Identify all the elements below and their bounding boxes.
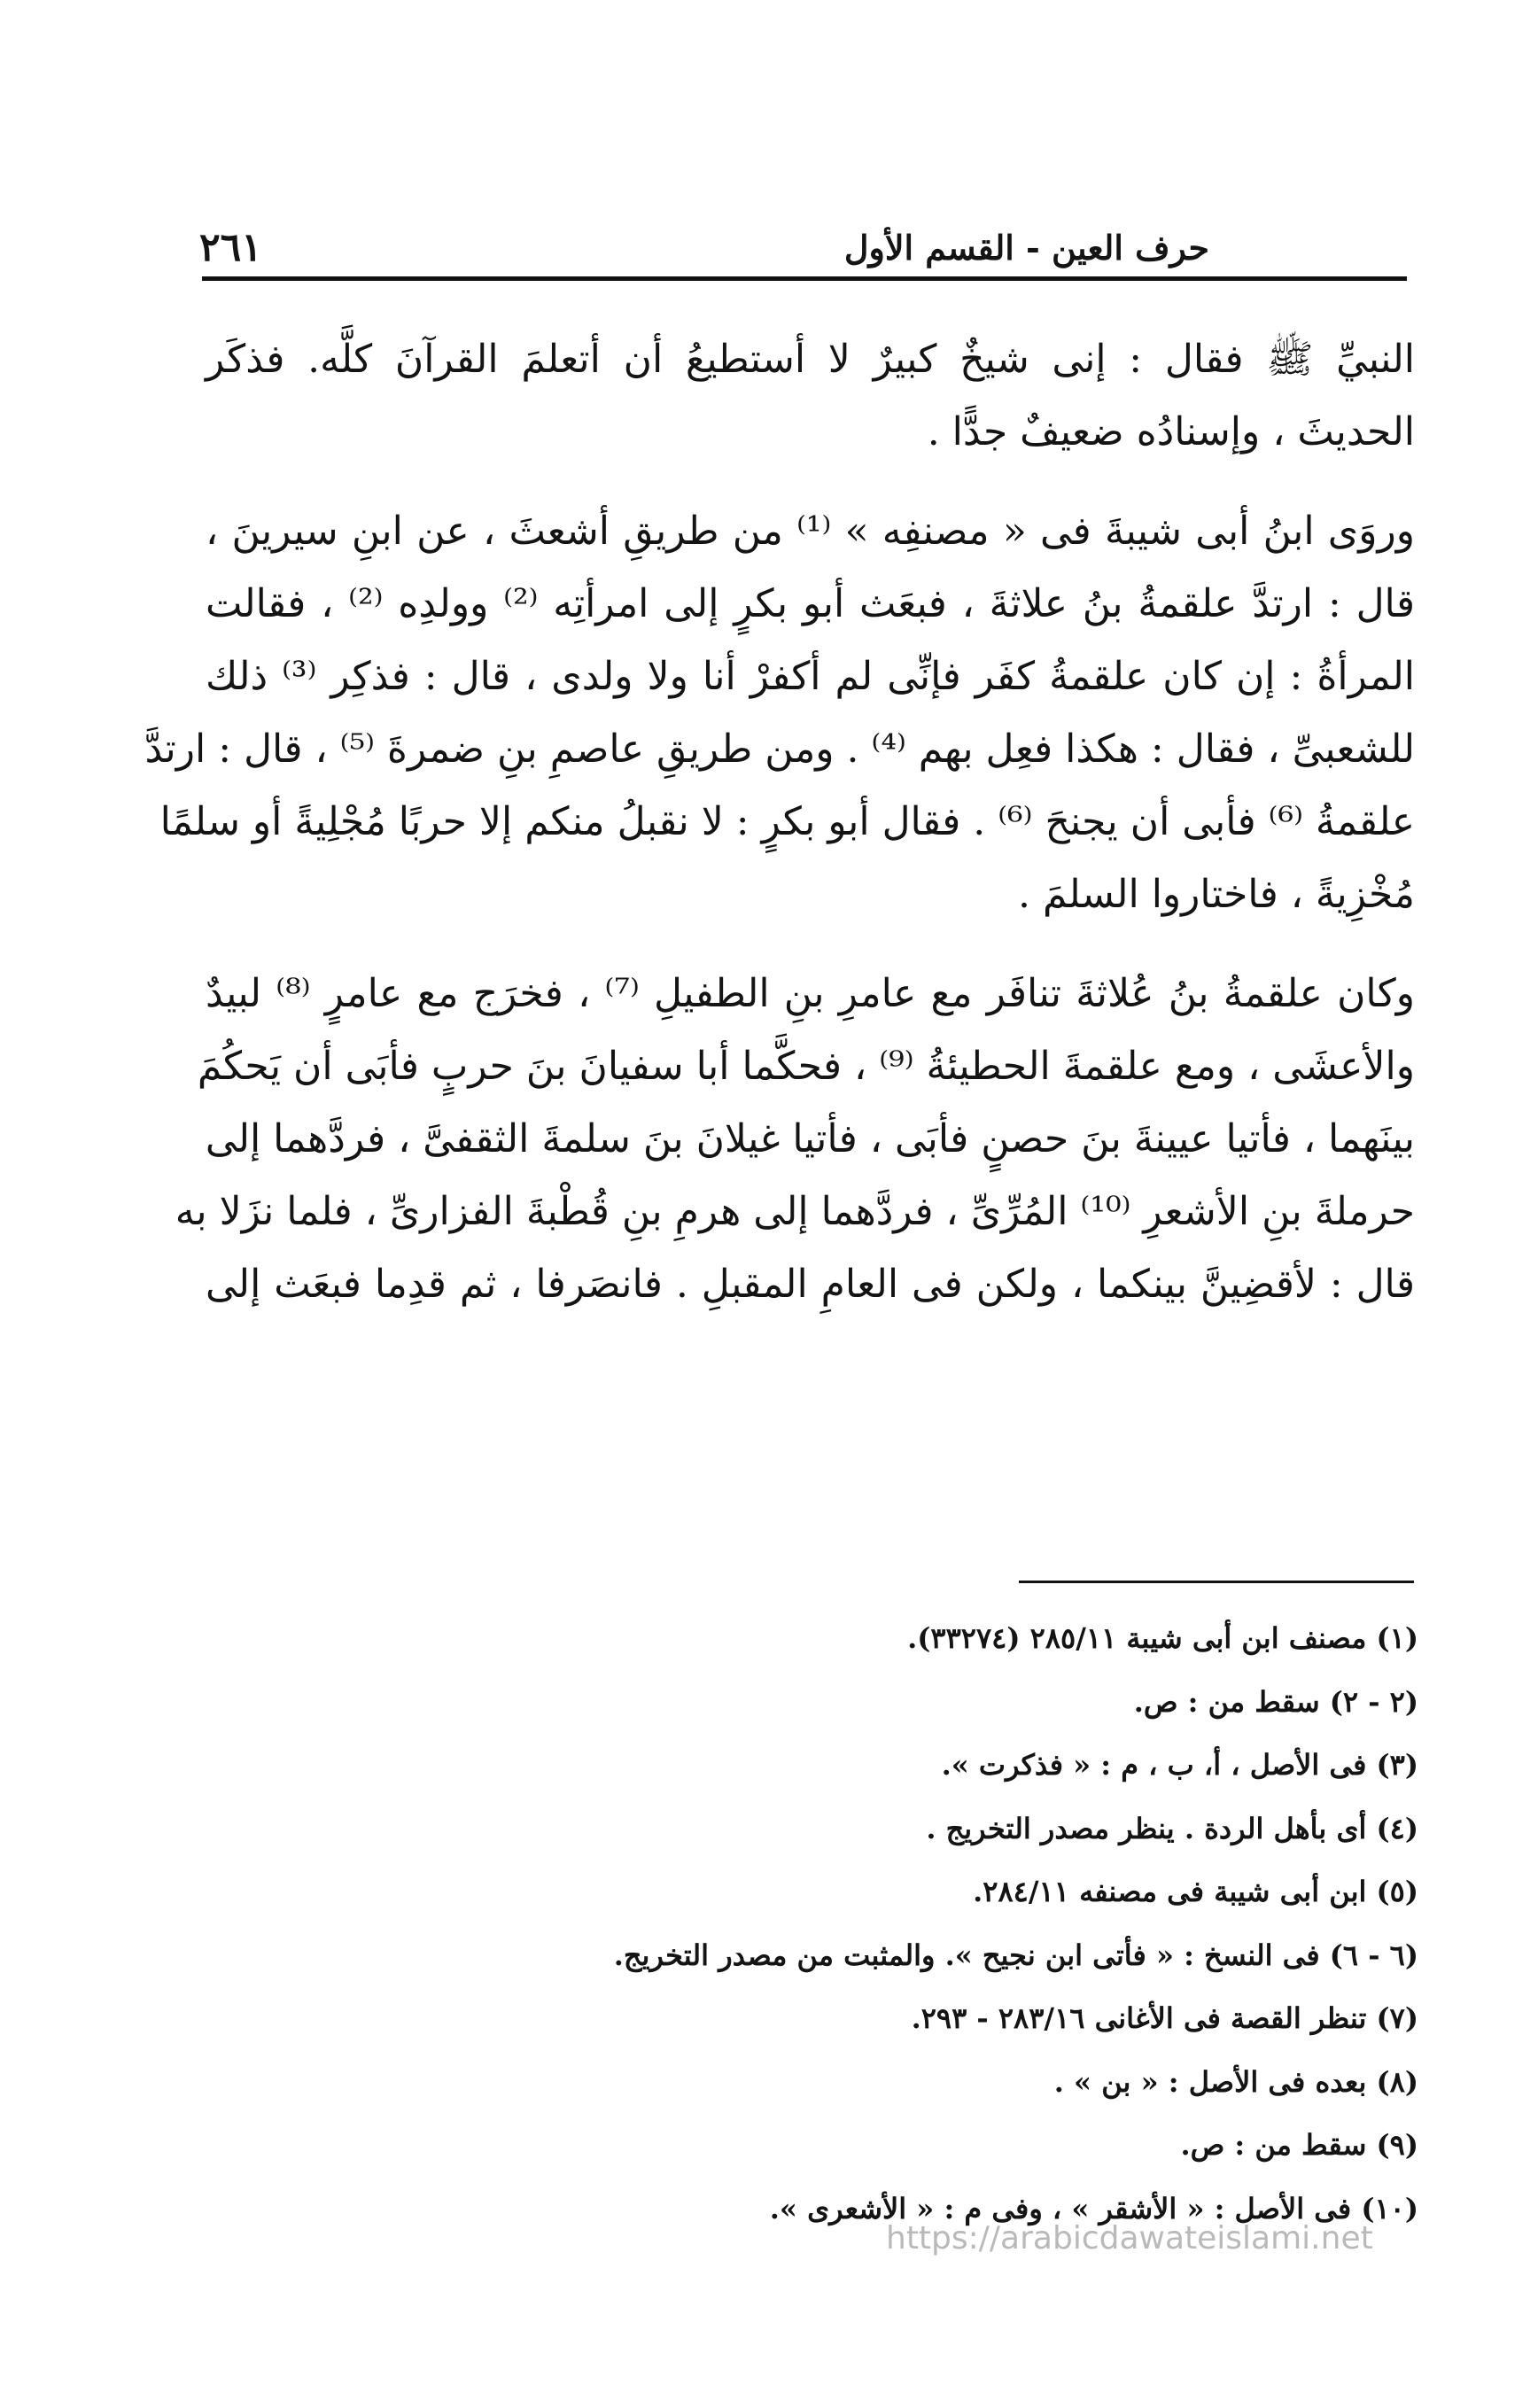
- page-number: ٢٦١: [199, 225, 262, 270]
- footnote: (٤) أى بأهل الردة . ينظر مصدر التخريج .: [926, 1811, 1418, 1845]
- paragraph-gap: [206, 931, 1415, 958]
- text-line: قال : ارتدَّ علقمةُ بنُ علاثةَ ، فبعَث أبو بكرٍ إلى امرأتِه ⁽²⁾ وولدِه ⁽²⁾ ، فقالت: [206, 581, 1415, 626]
- footnotes: [267, 1607, 1418, 2241]
- text-line: وروَى ابنُ أبى شيبةَ فى « مصنفِه » ⁽¹⁾ من طريقِ أشعثَ ، عن ابنِ سيرينَ ،: [206, 509, 1415, 554]
- footnote: (٨) بعده فى الأصل : « بن » .: [1053, 2064, 1418, 2099]
- text-line: والأعشَى ، ومع علقمةَ الحطيئةُ ⁽⁹⁾ ، فحكَّما أبا سفيانَ بنَ حربٍ فأبَى أن يَحكُمَ: [197, 1044, 1415, 1089]
- paragraph-gap: [206, 469, 1415, 495]
- footnote: (١٠) فى الأصل : « الأشقر » ، وفى م : « الأشعرى ».: [769, 2191, 1418, 2225]
- running-title: حرف العين - القسم الأول: [843, 228, 1209, 268]
- footnote: (١) مصنف ابن أبى شيبة ٢٨٥/١١ (٣٣٢٧٤).: [907, 1621, 1418, 1655]
- footnote: (٧) تنظر القصة فى الأغانى ٢٨٣/١٦ - ٢٩٣.: [911, 2001, 1418, 2035]
- text-line: علقمةُ ⁽⁶⁾ فأبى أن يجنحَ ⁽⁶⁾ . فقال أبو بكرٍ : لا نقبلُ منكم إلا حربًا مُجْلِيةً أو سلمًا: [159, 799, 1415, 844]
- footnote: (٣) فى الأصل ، أ، ب ، م : « فذكرت ».: [941, 1748, 1418, 1782]
- running-header: [199, 221, 1404, 275]
- text-line: بينَهما ، فأتيا عيينةَ بنَ حصنٍ فأبَى ، فأتيا غيلانَ بنَ سلمةَ الثقفىَّ ، فردَّهما إلى: [205, 1116, 1415, 1161]
- text-line: حرملةَ بنِ الأشعرِ ⁽¹⁰⁾ المُرِّىِّ ، فردَّهما إلى هرمِ بنِ قُطْبةَ الفزارىِّ ، فلما نزَلا به: [175, 1189, 1415, 1234]
- text-line: النبيِّ ﷺ فقال : إنى شيخٌ كبيرٌ لا أستطيعُ أن أتعلمَ القرآنَ كلَّه. فذكَر: [206, 337, 1415, 382]
- footnote: (٩) سقط من : ص.: [1180, 2128, 1418, 2162]
- text-line: الحديثَ ، وإسنادُه ضعيفٌ جدًّا .: [927, 409, 1415, 454]
- text-line: قال : لأقضِينَّ بينكما ، ولكن فى العامِ المقبلِ . فانصَرفا ، ثم قدِما فبعَث إلى: [206, 1262, 1415, 1307]
- text-line: المرأةُ : إن كان علقمةُ كفَر فإنِّى لم أكفرْ أنا ولا ولدى ، قال : فذكِر ⁽³⁾ ذلك: [206, 654, 1416, 699]
- watermark-url: https://arabicdawateislami.net: [886, 2220, 1373, 2257]
- text-line: وكان علقمةُ بنُ عُلاثةَ تنافَر مع عامرِ بنِ الطفيلِ ⁽⁷⁾ ، فخرَج مع عامرٍ ⁽⁸⁾ لبيدٌ: [206, 971, 1415, 1016]
- footnote: (٥) ابن أبى شيبة فى مصنفه ٢٨٤/١١.: [973, 1875, 1418, 1908]
- main-text: [144, 323, 1416, 1321]
- footnote: (٦ - ٦) فى النسخ : « فأتى ابن نجيح ». والمثبت من مصدر التخريج.: [613, 1938, 1418, 1972]
- text-line: مُخْزِيةً ، فاختاروا السلمَ .: [1018, 872, 1415, 917]
- text-line: للشعبىِّ ، فقال : هكذا فعِل بهم ⁽⁴⁾ . ومن طريقِ عاصمِ بنِ ضمرةَ ⁽⁵⁾ ، قال : ارتدَّ: [144, 726, 1415, 772]
- footnote-rule: [1019, 1581, 1414, 1583]
- footnote: (٢ - ٢) سقط من : ص.: [1133, 1684, 1418, 1719]
- header-rule: [202, 276, 1407, 281]
